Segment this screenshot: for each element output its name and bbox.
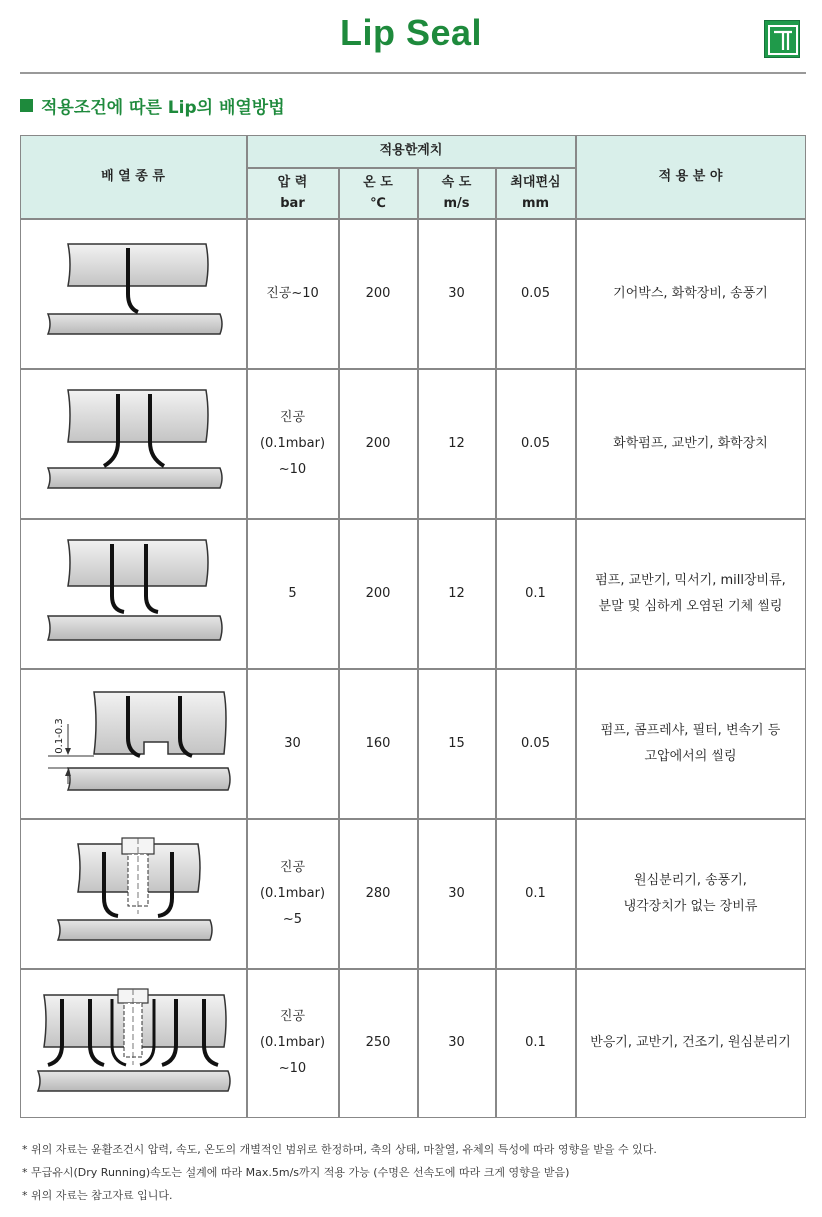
deviation-value: 0.05 [521, 435, 550, 451]
table-cell [247, 369, 339, 519]
speed-value: 30 [448, 285, 465, 301]
deviation-value: 0.05 [521, 285, 550, 301]
page-title: Lip Seal [339, 12, 483, 53]
header-deviation-label: 최대편심 mm [510, 175, 561, 211]
header-application-label: 적 용 분 야 [658, 168, 723, 184]
table-cell [247, 669, 339, 819]
table-row-diagram [20, 819, 247, 969]
pressure-value: 진공 (0.1mbar) ~10 [259, 409, 326, 477]
double-lip-seal-opposed-icon [38, 384, 228, 504]
footnote: * 무급유시(Dry Running)속도는 설계에 따라 Max.5m/s까지 적용 가능 (수명은 선속도에 따라 크게 영향을 받음) [22, 1166, 570, 1179]
table-cell [496, 969, 576, 1118]
table-cell [496, 519, 576, 669]
header-pressure [247, 168, 339, 219]
table-cell [247, 969, 339, 1118]
table-cell [496, 369, 576, 519]
temperature-value: 200 [365, 585, 391, 601]
table-cell [496, 819, 576, 969]
section-heading [20, 93, 285, 118]
table-cell [496, 669, 576, 819]
title-divider [20, 72, 806, 74]
clearance-label: 0.1-0.3 [54, 717, 65, 754]
speed-value: 30 [448, 885, 465, 901]
footnote: * 위의 자료는 윤활조건시 압력, 속도, 온도의 개별적인 범위로 한정하며, 축의 상태, 마찰열, 유체의 특성에 따라 영향을 받을 수 있다. [22, 1143, 657, 1156]
section-title: 적용조건에 따른 Lip의 배열방법 [41, 98, 285, 118]
header-deviation [496, 168, 576, 219]
header-speed [418, 168, 496, 219]
table-row-diagram [20, 519, 247, 669]
temperature-value: 200 [365, 435, 391, 451]
header-application [576, 135, 806, 219]
application-value: 기어박스, 화학장비, 송풍기 [613, 285, 768, 301]
table-cell [576, 219, 806, 369]
header-arrangement [20, 135, 247, 219]
table-cell [418, 669, 496, 819]
speed-value: 12 [448, 435, 465, 451]
footnote: * 위의 자료는 참고자료 입니다. [22, 1189, 173, 1202]
lip-seal-with-port-icon [38, 834, 228, 954]
temperature-value: 250 [365, 1035, 391, 1050]
table-cell [339, 819, 418, 969]
pressure-value: 진공 (0.1mbar) ~5 [259, 859, 326, 927]
multi-lip-seal-icon [28, 983, 238, 1103]
table-cell [576, 519, 806, 669]
spec-table [20, 135, 806, 1118]
pressure-value: 진공~10 [266, 285, 319, 301]
table-cell [418, 219, 496, 369]
table-cell [496, 219, 576, 369]
temperature-value: 280 [365, 885, 391, 901]
table-cell [418, 819, 496, 969]
table-row-diagram [20, 369, 247, 519]
table-cell [418, 369, 496, 519]
header-pressure-label: 압 력 bar [277, 175, 308, 211]
table-cell [576, 819, 806, 969]
header-limits [247, 135, 576, 168]
table-row-diagram [20, 219, 247, 369]
pressure-value: 30 [284, 735, 301, 751]
temperature-value: 160 [365, 735, 391, 751]
company-logo-icon [764, 20, 800, 58]
table-cell [247, 219, 339, 369]
header-temperature-label: 온 도 ℃ [363, 175, 393, 211]
speed-value: 15 [448, 735, 465, 751]
footnotes [22, 1138, 657, 1207]
table-cell [576, 369, 806, 519]
temperature-value: 200 [365, 285, 391, 301]
deviation-value: 0.05 [521, 735, 550, 751]
table-cell [339, 219, 418, 369]
pressure-value: 5 [288, 585, 297, 601]
application-value: 펌프, 콤프레샤, 필터, 변속기 등 고압에서의 씰링 [600, 722, 781, 764]
high-pressure-lip-seal-icon [28, 684, 238, 804]
table-cell [576, 969, 806, 1118]
application-value: 화학펌프, 교반기, 화학장치 [613, 435, 768, 451]
single-lip-seal-icon [38, 234, 228, 354]
table-cell [418, 519, 496, 669]
double-lip-seal-tandem-icon [38, 534, 228, 654]
table-row-diagram [20, 969, 247, 1118]
table-cell [418, 969, 496, 1118]
application-value: 원심분리기, 송풍기, 냉각장치가 없는 장비류 [623, 872, 758, 914]
header-speed-label: 속 도 m/s [441, 175, 472, 211]
table-cell [339, 369, 418, 519]
application-value: 펌프, 교반기, 믹서기, mill장비류, 분말 및 심하게 오염된 기체 씰링 [595, 572, 786, 614]
table-row-diagram [20, 669, 247, 819]
bullet-square-icon [20, 99, 33, 112]
header-arrangement-label: 배 열 종 류 [101, 168, 165, 184]
deviation-value: 0.1 [525, 885, 546, 901]
speed-value: 12 [448, 585, 465, 601]
table-cell [247, 819, 339, 969]
table-cell [339, 669, 418, 819]
deviation-value: 0.1 [525, 585, 546, 601]
header-limits-label: 적용한계치 [379, 143, 443, 158]
table-cell [576, 669, 806, 819]
table-cell [339, 519, 418, 669]
table-cell [247, 519, 339, 669]
speed-value: 30 [448, 1035, 465, 1050]
deviation-value: 0.1 [525, 1035, 546, 1050]
header-temperature [339, 168, 418, 219]
table-cell [339, 969, 418, 1118]
pressure-value: 진공 (0.1mbar) ~10 [259, 1009, 326, 1076]
application-value: 반응기, 교반기, 건조기, 원심분리기 [590, 1035, 791, 1050]
